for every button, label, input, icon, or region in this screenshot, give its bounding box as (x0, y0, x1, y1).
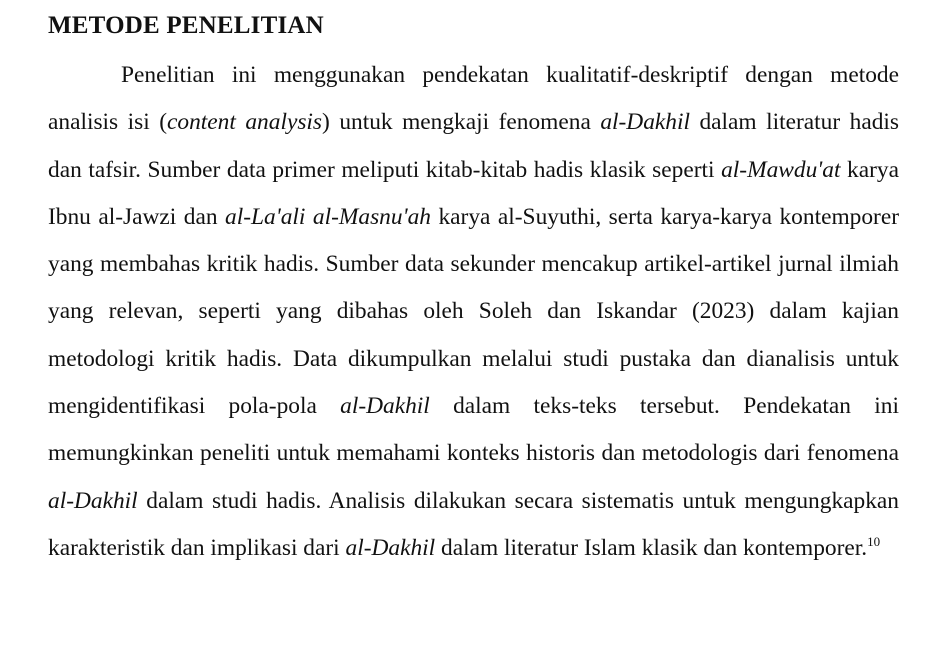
text-run: karya Ibnu al-Jawzi dan (48, 156, 899, 230)
text-run: dalam teks-teks tersebut. Pendekatan ini memungkinkan peneliti untuk memahami konteks historis dan metodologis dari fenomena (48, 393, 899, 467)
text-run: dalam literatur Islam klasik dan kontemporer. (435, 534, 868, 561)
italic-term: al-Mawdu'at (721, 156, 841, 183)
italic-term: al-Dakhil (340, 393, 430, 420)
text-run: karya al-Suyuthi, serta karya-karya kontemporer yang membahas kritik hadis. Sumber data sekunder mencakup artikel-artikel jurnal ilmiah yang relevan, seperti yang dibahas oleh Soleh dan Iskandar (2023) dalam kajian metodologi kritik hadis. Data dikumpulkan melalui studi pustaka dan dianalisis untuk mengidentifikasi pola-pola (48, 203, 899, 420)
footnote-marker[interactable]: 10 (867, 534, 881, 550)
italic-term: al-Dakhil (345, 534, 436, 561)
text-run: dalam literatur hadis dan tafsir. Sumber data primer meliputi kitab-kitab hadis klasik seperti (48, 109, 900, 183)
text-run: dalam studi hadis. Analisis dilakukan secara sistematis untuk mengungkapkan karakteristik dan implikasi dari (48, 487, 899, 561)
italic-term: content analysis (167, 109, 323, 136)
section-heading: METODE PENELITIAN (48, 12, 324, 39)
italic-term: al-Dakhil (600, 109, 690, 136)
italic-term: al-Dakhil (48, 487, 138, 514)
body-paragraph (48, 52, 899, 572)
italic-term: al-La'ali al-Masnu'ah (225, 203, 431, 230)
text-run: Penelitian ini menggunakan pendekatan kualitatif-deskriptif dengan metode analisis isi ( (48, 62, 899, 136)
text-run: ) untuk mengkaji fenomena (322, 109, 601, 136)
